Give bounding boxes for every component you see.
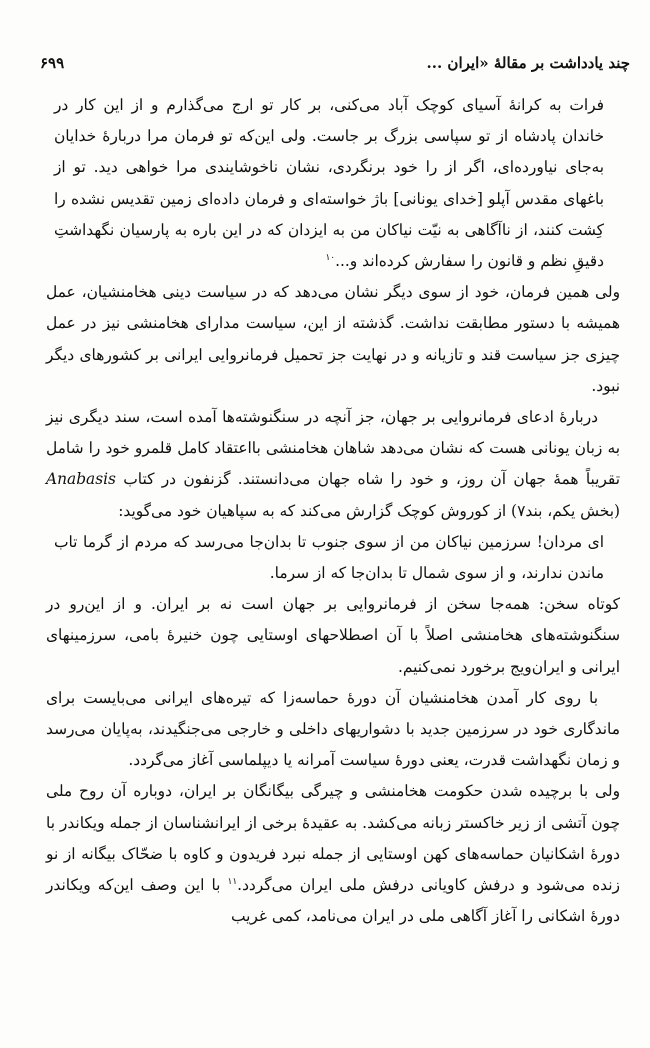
running-title: چند یادداشت بر مقالهٔ «ایران ... bbox=[426, 54, 630, 72]
footnote-ref: ۱۰ bbox=[325, 252, 336, 263]
paragraph bbox=[46, 402, 620, 527]
paragraph-text: با روی کار آمدن هخامنشیان آن دورهٔ حماسه‌زا که تیره‌های ایرانی می‌بایست برای ماندگاری خود در سرزمین جدید با دشواریهای داخلی و خارجی می‌جنگیدند، به‌پایان می‌رسد و زمان نگهداشت قدرت، یعنی دورهٔ سیاست آمرانه یا دیپلماسی آغاز می‌گردد. bbox=[46, 688, 620, 770]
paragraph bbox=[46, 589, 620, 683]
paragraph-text: دربارهٔ ادعای فرمانروایی بر جهان، جز آنچه در سنگنوشته‌ها آمده است، سند دیگری نیز به زبان یونانی هست که نشان می‌دهد شاهان هخامنشی بااعتقاد کامل قلمرو خود را شامل تقریباً همهٔ جهان آن روز، و خود را شاه جهان می‌دانستند. گزنفون در کتاب bbox=[46, 408, 620, 489]
footnote-ref: ۱۱ bbox=[227, 876, 238, 887]
quote-paragraph bbox=[46, 527, 620, 589]
paragraph-text: ای مردان! سرزمین نیاکان من از سوی جنوب تا بدان‌جا می‌رسد که مردم از گرما تاب ماندن ندارند، و از سوی شمال تا بدان‌جا که از سرما. bbox=[54, 532, 604, 583]
paragraph-text: ولی با برچیده شدن حکومت هخامنشی و چیرگی بیگانگان بر ایران، دوباره آن روح ملی چون آتشی از زیر خاکستر زبانه می‌کشد. به عقیدهٔ برخی از ایرانشناسان از جمله ویکاندر با دورهٔ اشکانیان حماسه‌های کهن اوستایی از جمله نبرد فریدون و کاوه با ضحّاک بیگانه از نو زنده می‌شود و درفش کاویانی درفش ملی ایران می‌گردد. bbox=[46, 782, 620, 895]
paragraph bbox=[46, 776, 620, 932]
paragraph-text: با این وصف این‌که ویکاندر دورهٔ اشکانی را آغاز آگاهی ملی در ایران می‌نامد، کمی غریب bbox=[46, 876, 620, 926]
quote-paragraph bbox=[46, 90, 620, 277]
paragraph-text: کوتاه سخن: همه‌جا سخن از فرمانروایی بر جهان است نه بر ایران. و از این‌رو در سنگنوشته‌های هخامنشی اصلاً با آن اصطلاحهای اوستایی چون خنیرهٔ بامی، سرزمینهای ایرانی و ایران‌ویج برخورد نمی‌کنیم. bbox=[46, 595, 620, 676]
page-number: ۶۹۹ bbox=[40, 54, 65, 72]
body-text bbox=[46, 90, 620, 932]
page-header bbox=[40, 54, 630, 78]
paragraph bbox=[46, 277, 620, 402]
latin-book-title: Anabasis bbox=[46, 470, 116, 489]
paragraph-text: (بخش یکم، بند۷) از کوروش کوچک گزارش می‌کند که به سپاهیان خود می‌گوید: bbox=[118, 501, 620, 520]
paragraph-text: فرات به کرانهٔ آسیای کوچک آباد می‌کنی، بر کار تو ارج می‌گذارم و از این کار در خاندان پادشاه از تو سپاسی بزرگ بر جاست. ولی این‌که تو فرمان مرا دربارهٔ خدایان به‌جای نیاورده‌ای، اگر از را خود برنگردی، نشان ناخوشایندی مرا خواهی دید. تو از باغهای مقدس آپلو [خدای یونانی] باژ خواسته‌ای و فرمان داده‌ای زمین تقدیس نشده را کِشت کنند، از ناآگاهی به نیّت نیاکان من به ایزدان که در این باره به پارسیان نگهداشتِ دقیقِ نظم و قانون را سفارش کرده‌اند و... bbox=[54, 96, 604, 271]
paragraph bbox=[46, 683, 620, 777]
paragraph-text: ولی همین فرمان، خود از سوی دیگر نشان می‌دهد که در سیاست دینی هخامنشیان، عمل همیشه با دستور مطابقت نداشت. گذشته از این، سیاست مدارای هخامنشی نیز در عمل چیزی جز سیاست قند و تازیانه و در نهایت جز تحمیل فرمانروایی ایرانی بر کشورهای دیگر نبود. bbox=[46, 283, 620, 395]
